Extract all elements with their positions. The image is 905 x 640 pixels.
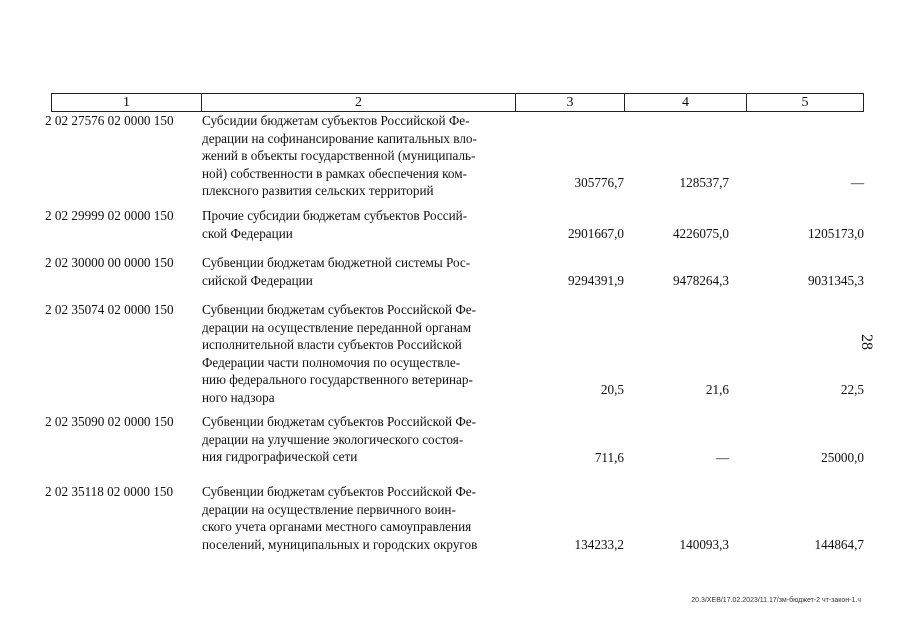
description-line: поселений, муниципальных и городских округов	[202, 536, 478, 552]
row-description	[202, 413, 519, 466]
header-col-2: 2	[202, 94, 516, 111]
value-col-3: 2901667,0	[567, 226, 624, 241]
row-description	[202, 301, 519, 407]
value-col-5: 1205173,0	[807, 226, 864, 241]
row-description	[202, 112, 519, 200]
value-col-3: 20,5	[600, 382, 624, 397]
description-line: Субсидии бюджетам субъектов Российской Фе-	[202, 113, 470, 128]
value-col-5: 9031345,3	[807, 273, 864, 288]
budget-code: 2 02 30000 00 0000 150	[45, 255, 174, 270]
description-line: Субвенции бюджетам субъектов Российской Фе-	[202, 302, 476, 317]
document-footer: 20.3/ХЕВ/17.02.2023/11.17/зм-бюджет-2 чт-закон-1.ч	[691, 597, 861, 604]
description-line: ния гидрографической сети	[202, 449, 358, 465]
value-col-4: 21,6	[705, 382, 729, 397]
header-col-1: 1	[52, 94, 202, 111]
description-line: ской Федерации	[202, 225, 293, 241]
row-description	[202, 254, 519, 289]
description-line: Федерации части полномочия по осуществле-	[202, 354, 461, 370]
budget-code: 2 02 35074 02 0000 150	[45, 302, 174, 317]
value-col-5: 144864,7	[814, 537, 864, 552]
description-line: дерации на улучшение экологического состоя-	[202, 431, 464, 447]
budget-code: 2 02 29999 02 0000 150	[45, 208, 174, 223]
header-col-3: 3	[516, 94, 625, 111]
value-col-4: —	[715, 450, 729, 465]
budget-code: 2 02 35090 02 0000 150	[45, 414, 174, 429]
header-col-4: 4	[625, 94, 747, 111]
description-line: нию федерального государственного ветеринар-	[202, 372, 473, 388]
description-line: сийской Федерации	[202, 272, 313, 288]
row-description	[202, 207, 519, 242]
budget-code: 2 02 27576 02 0000 150	[45, 113, 174, 128]
description-line: исполнительной власти субъектов Российской	[202, 337, 462, 353]
table-header	[51, 93, 864, 112]
description-line: Субвенции бюджетам субъектов Российской Фе-	[202, 484, 476, 499]
value-col-4: 9478264,3	[672, 273, 729, 288]
description-line: ного надзора	[202, 389, 275, 405]
description-line: ского учета органами местного самоуправления	[202, 519, 472, 535]
value-col-5: 25000,0	[821, 450, 864, 465]
description-line: жений в объекты государственной (муниципаль-	[202, 148, 476, 164]
row-description	[202, 483, 519, 553]
description-line: ной) собственности в рамках обеспечения ком-	[202, 165, 467, 181]
budget-code: 2 02 35118 02 0000 150	[45, 484, 174, 499]
description-line: дерации на осуществление переданной органам	[202, 319, 472, 335]
value-col-3: 134233,2	[574, 537, 624, 552]
description-line: Субвенции бюджетам субъектов Российской Фе-	[202, 414, 476, 429]
value-col-3: 305776,7	[574, 175, 624, 190]
page-number: 28	[858, 334, 875, 350]
value-col-5: —	[850, 175, 864, 190]
value-col-5: 22,5	[840, 382, 864, 397]
value-col-3: 9294391,9	[567, 273, 624, 288]
value-col-4: 4226075,0	[672, 226, 729, 241]
value-col-4: 140093,3	[679, 537, 729, 552]
description-line: плексного развития сельских территорий	[202, 183, 434, 199]
description-line: Прочие субсидии бюджетам субъектов Россий-	[202, 208, 468, 223]
value-col-4: 128537,7	[679, 175, 729, 190]
header-col-5: 5	[801, 95, 809, 110]
description-line: Субвенции бюджетам бюджетной системы Рос-	[202, 255, 471, 270]
description-line: дерации на софинансирование капитальных вло-	[202, 130, 477, 146]
value-col-3: 711,6	[594, 450, 624, 465]
description-line: дерации на осуществление первичного воин-	[202, 501, 456, 517]
